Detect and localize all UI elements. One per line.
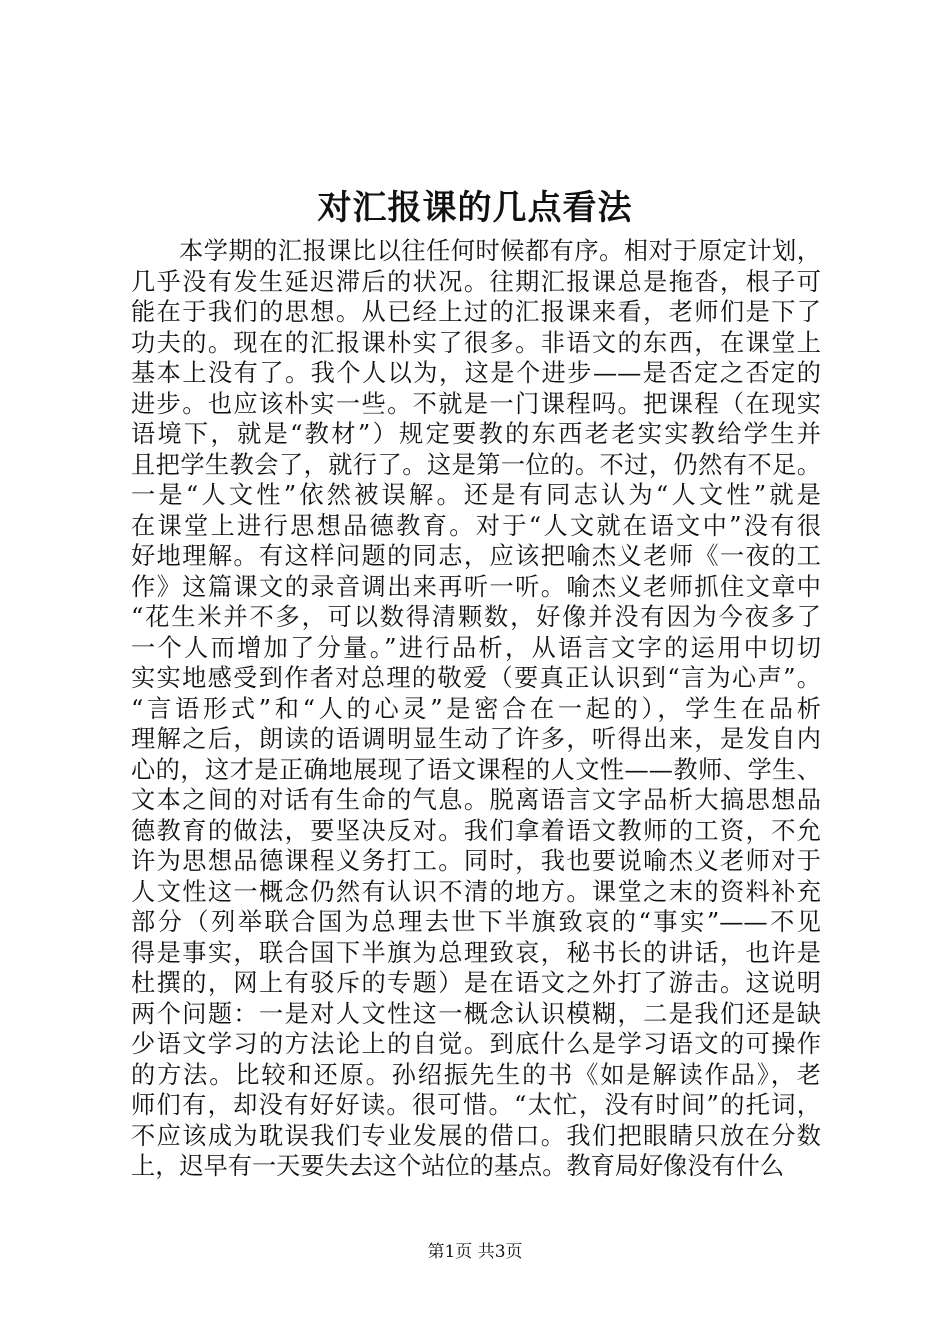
text-line: 少语文学习的方法论上的自觉。到底什么是学习语文的可操作: [131, 1030, 821, 1058]
text-line: 且把学生教会了，就行了。这是第一位的。不过，仍然有不足。: [131, 450, 821, 479]
text-line: 两个问题：一是对人文性这一概念认识模糊，二是我们还是缺: [131, 999, 821, 1028]
text-line: 能在于我们的思想。从已经上过的汇报课来看，老师们是下了: [131, 298, 821, 326]
page-number-footer: 第1页 共3页: [427, 1242, 523, 1262]
text-line: 部分（列举联合国为总理去世下半旗致哀的“事实”——不见: [131, 908, 821, 936]
text-line: 在课堂上进行思想品德教育。对于“人文就在语文中”没有很: [131, 511, 821, 540]
text-line: “花生米并不多，可以数得清颗数，好像并没有因为今夜多了: [131, 603, 821, 631]
text-line: 杜撰的，网上有驳斥的专题）是在语文之外打了游击。这说明: [131, 969, 821, 997]
text-line: 实实地感受到作者对总理的敬爱（要真正认识到“言为心声”。: [131, 664, 821, 692]
text-line: 进步。也应该朴实一些。不就是一门课程吗。把课程（在现实: [131, 389, 821, 418]
text-line: 文本之间的对话有生命的气息。脱离语言文字品析大搞思想品: [131, 786, 821, 814]
text-line: 理解之后，朗读的语调明显生动了许多，听得出来，是发自内: [131, 725, 821, 753]
text-line: 的方法。比较和还原。孙绍振先生的书《如是解读作品》，老: [131, 1060, 821, 1089]
text-line: 不应该成为耽误我们专业发展的借口。我们把眼睛只放在分数: [131, 1121, 821, 1150]
text-line: 几乎没有发生延迟滞后的状况。往期汇报课总是拖沓，根子可: [131, 267, 821, 296]
text-line: 功夫的。现在的汇报课朴实了很多。非语文的东西，在课堂上: [131, 328, 821, 357]
body-paragraph: [131, 236, 821, 1182]
text-line: 心的，这才是正确地展现了语文课程的人文性——教师、学生、: [131, 755, 821, 784]
text-line: 得是事实，联合国下半旗为总理致哀，秘书长的讲话，也许是: [131, 938, 821, 967]
text-line: 基本上没有了。我个人以为，这是个进步——是否定之否定的: [131, 359, 821, 387]
text-line: “言语形式”和“人的心灵”是密合在一起的），学生在品析: [131, 694, 821, 723]
text-line: 一个人而增加了分量。”进行品析，从语言文字的运用中切切: [131, 633, 821, 662]
text-line: 人文性这一概念仍然有认识不清的地方。课堂之末的资料补充: [131, 877, 821, 906]
text-line: 一是“人文性”依然被误解。还是有同志认为“人文性”就是: [131, 481, 821, 509]
text-line: 本学期的汇报课比以往任何时候都有序。相对于原定计划，: [179, 237, 821, 265]
document-title: 对汇报课的几点看法: [317, 188, 633, 228]
text-line: 作》这篇课文的录音调出来再听一听。喻杰义老师抓住文章中: [131, 572, 821, 601]
text-line: 语境下，就是“教材”）规定要教的东西老老实实教给学生并: [131, 420, 821, 448]
text-line: 师们有，却没有好好读。很可惜。“太忙，没有时间”的托词，: [131, 1091, 821, 1119]
text-line: 好地理解。有这样问题的同志，应该把喻杰义老师《一夜的工: [131, 542, 821, 570]
text-line: 德教育的做法，要坚决反对。我们拿着语文教师的工资，不允: [131, 816, 821, 845]
text-line: 许为思想品德课程义务打工。同时，我也要说喻杰义老师对于: [131, 847, 821, 875]
text-line: 上，迟早有一天要失去这个站位的基点。教育局好像没有什么: [131, 1152, 785, 1180]
